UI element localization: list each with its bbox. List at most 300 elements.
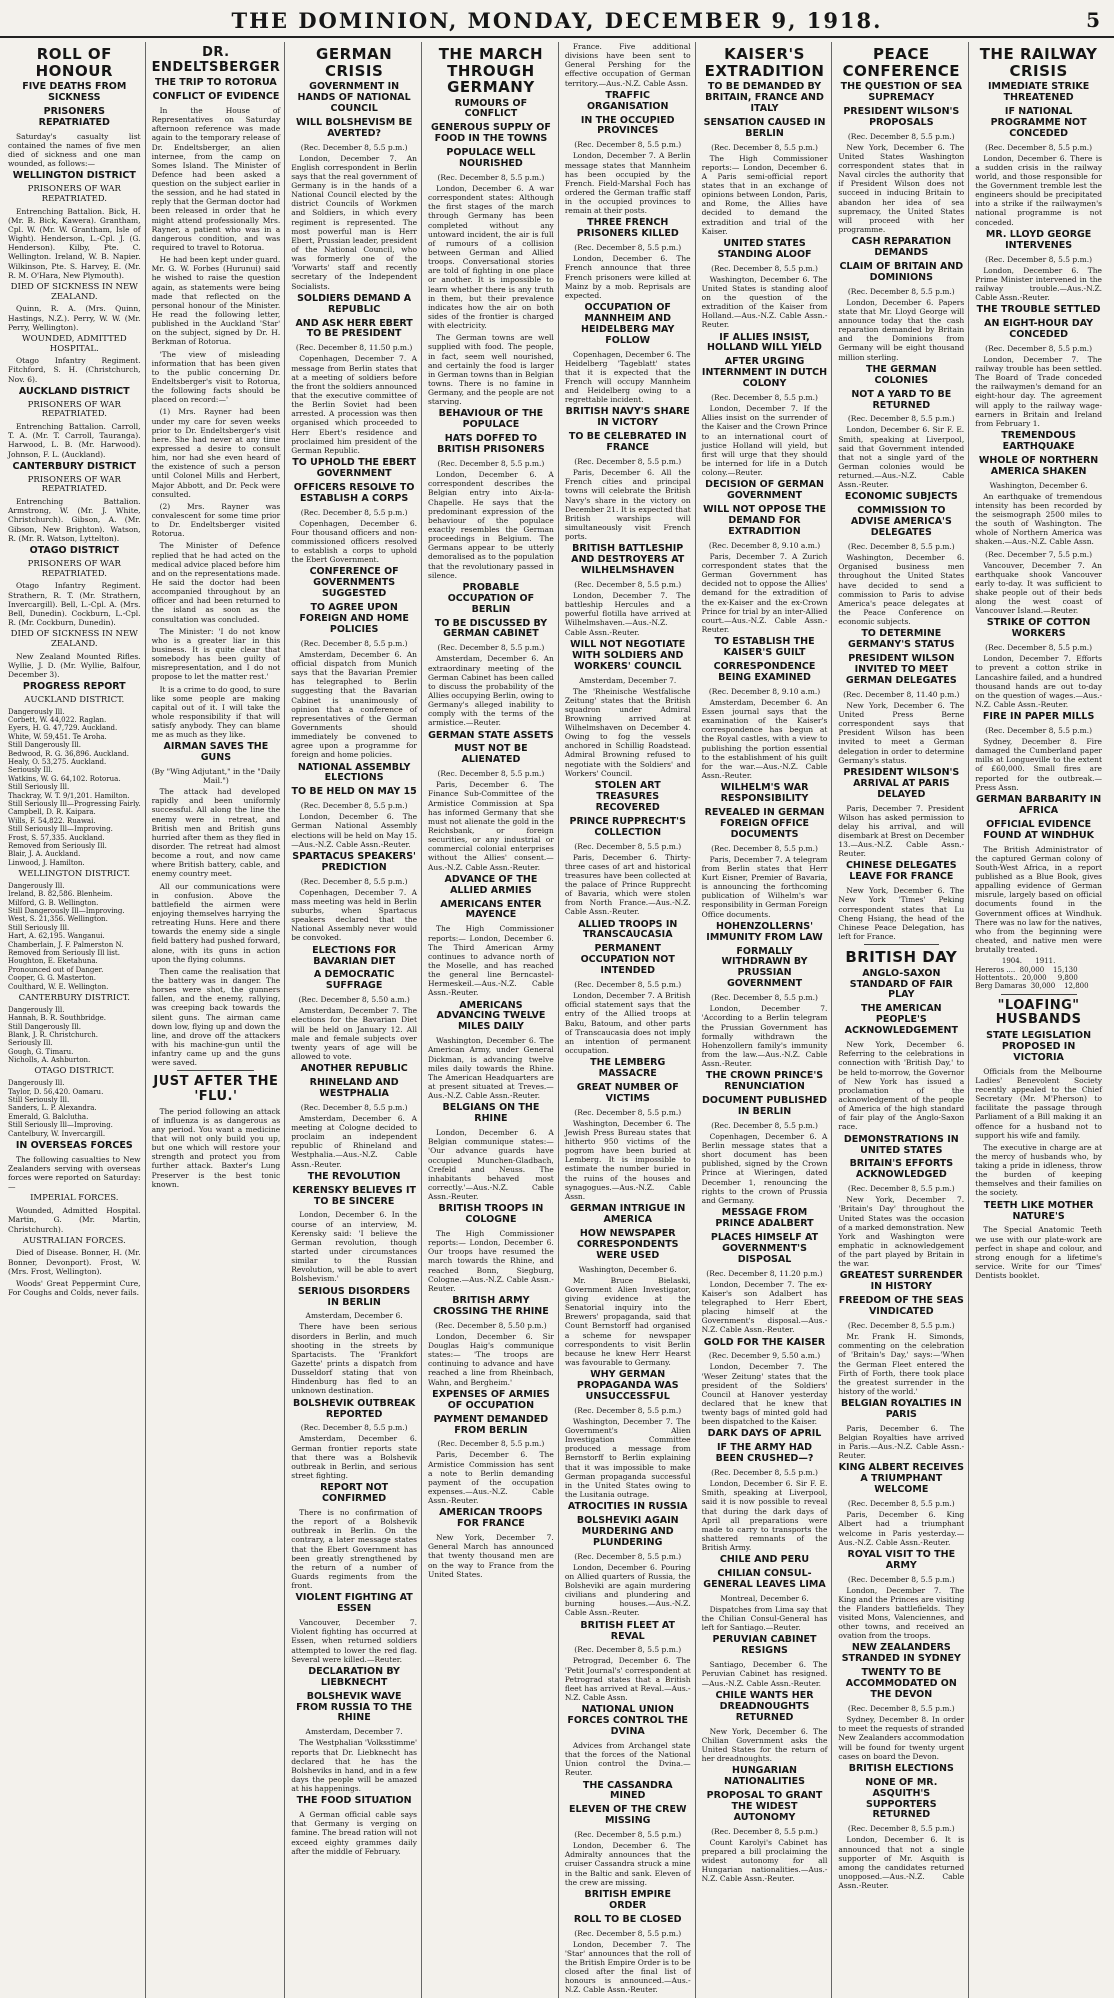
article-subheading: NEW ZEALANDERS STRANDED IN SYDNEY	[841, 1642, 961, 1665]
dateline: (Rec. December 8, 5.5 p.m.)	[437, 1439, 545, 1449]
article-subheading: SPARTACUS SPEAKERS' PREDICTION	[292, 850, 416, 873]
article-paragraph: London, December 6. A Belgian communique states:— 'Our advance guards have occupied Munchen-Gladbach, Crefeld and Neuss. The inhabitants behaved most correctly.'—Aus.-N.Z. Cable Assn.-Reuter.	[428, 1128, 554, 1202]
article-subheading: OFFICERS RESOLVE TO ESTABLISH A CORPS	[293, 481, 415, 504]
article-subheading: PRISONERS REPATRIATED	[38, 105, 110, 128]
article-paragraph: New York, December 6. The United States Washington correspondent states that in Naval circles the authority that if President Wilson does not succeed in inducing Britain to abandon her idea of sea supremacy, the United States will proceed with her programme.	[838, 142, 965, 234]
dateline: (Rec. December 8, 5.50 a.m.)	[298, 995, 410, 1005]
dateline: (Rec. December 8, 5.5 p.m.)	[985, 343, 1093, 353]
dateline: (Rec. December 8, 5.5 p.m.)	[847, 414, 955, 424]
article-paragraph: Died of Disease. Bonner, H. (Mr. Bonner, Devonport). Frost, W. (Mrs. Frost, Wellington).	[8, 1248, 141, 1276]
article-paragraph: Copenhagen, December 6. Four thousand officers and non-commissioned officers resolved to establish a corps to uphold the Ebert Government.	[291, 518, 418, 565]
dateline: (Rec. December 8, 9.10 a.m.)	[708, 686, 821, 696]
article-subheading: TO AGREE UPON FOREIGN AND HOME POLICIES	[299, 602, 409, 635]
article-subheading: DEMONSTRATIONS IN UNITED STATES	[843, 1133, 959, 1156]
article-subheading: THREE FRENCH PRISONERS KILLED	[576, 217, 679, 240]
article-subheading: PROGRESS REPORT	[22, 681, 126, 693]
article-subheading: KERENSKY BELIEVES IT TO BE SINCERE	[292, 1184, 417, 1207]
article-paragraph: London, December 7. A Berlin message states that Mannheim has been occupied by the French. Field-Marshal Foch has ordered the German traffic staff in the occupied provinces to remain at their posts.	[564, 151, 691, 216]
article-subheading: ALLIED TROOPS IN TRANSCAUCASIA	[578, 918, 678, 941]
article-subheading: VIOLENT FIGHTING AT ESSEN	[295, 1592, 413, 1615]
article-paragraph: London, December 7. The King and the Princes are visiting the Flanders battlefields. They visited Mons, Valenciennes, and other towns, and received an ovation from the troops.	[838, 1585, 965, 1641]
article-subheading: CONFLICT OF EVIDENCE	[152, 91, 280, 103]
article-subheading: DECLARATION BY LIEBKNECHT	[308, 1665, 400, 1688]
article-subheading: THE TRIP TO ROTORUA	[155, 77, 277, 89]
article-subhead: DIED OF SICKNESS IN NEW ZEALAND.	[10, 629, 138, 649]
article-paragraph: Copenhagen, December 7. A mass meeting was held in Berlin suburbs, when Spartacus speakers declared that the National Assembly never would be convoked.	[291, 887, 418, 943]
article-subheading: THE REVOLUTION	[307, 1170, 401, 1182]
listing-text: Dangerously Ill. Ireland, B. 82,586. Blenheim. Milford, G. B. Wellington. Still Dangerously Ill—Improving. West, S. 21,356. Wellington. Still Seriously Ill. Hart, A. 62,195. Wanganui. Chamberlain, J. F. Palmerston N. Removed from Seriously Ill list. Houghton, E. Eketahuna. Pronounced out of Danger. Cooper, G. G. Masterton. Coulthard, W. E. Wellington.	[8, 881, 125, 991]
dateline: (Rec. December 8, 5.5 p.m.)	[574, 1645, 682, 1655]
dateline: (Rec. December 8, 5.5 p.m.)	[711, 993, 818, 1003]
article-heading: KAISER'S EXTRADITION	[704, 45, 825, 80]
dateline: Amsterdam, December 6.	[305, 1311, 403, 1321]
article-paragraph: London, December 6. The German National Assembly elections will be held on May 15.—Aus.-N.Z. Cable Assn.-Reuter.	[291, 812, 418, 849]
article-heading: PEACE CONFERENCE	[842, 45, 961, 80]
article-paragraph: Santiago, December 6. The Peruvian Cabinet has resigned.—Aus.-N.Z. Cable Assn.-Reuter.	[701, 1660, 828, 1688]
article-heading: "LOAFING" HUSBANDS	[995, 997, 1082, 1028]
article-subheading: ROLL TO BE CLOSED	[573, 1913, 682, 1925]
dateline: (Rec. December 8, 5.5 p.m.)	[574, 841, 682, 851]
article-subheading: WILL BOLSHEVISM BE AVERTED?	[295, 116, 413, 139]
article-subhead: DIED OF SICKNESS IN NEW ZEALAND.	[10, 281, 138, 302]
article-subheading: THE TROUBLE SETTLED	[976, 304, 1101, 316]
dateline: Washington, December 6.	[578, 1264, 677, 1274]
article-subheading: CHILE AND PERU	[719, 1554, 810, 1566]
article-subheading: TO BE DEMANDED BY BRITAIN, FRANCE AND ITALY	[705, 81, 824, 114]
article-subheading: THE CROWN PRINCE'S RENUNCIATION	[705, 1070, 824, 1093]
article-subheading: BEHAVIOUR OF THE POPULACE	[438, 408, 544, 431]
article-subheading: PROBABLE OCCUPATION OF BERLIN	[447, 581, 535, 615]
article-subheading: CASH REPARATION DEMANDS	[851, 236, 952, 259]
article-subheading: DECISION OF GERMAN GOVERNMENT	[705, 479, 824, 502]
dateline: (Rec. December 8, 11.20 p.m.)	[706, 1268, 823, 1278]
dateline: (Rec. December 8, 5.5 p.m.)	[300, 638, 408, 648]
article-paragraph: London, December 7. The railway trouble has been settled. The Board of Trade conceded the railwaymen's demand for an eight-hour day. The agreement will apply to the railway wage-earners in Britain and Ireland from February 1.	[975, 354, 1102, 428]
article-subheading: TREMENDOUS EARTHQUAKE	[1001, 430, 1076, 452]
article-subheading: BRITAIN'S EFFORTS ACKNOWLEDGED	[849, 1158, 954, 1181]
article-subheading: PLACES HIMSELF AT GOVERNMENT'S DISPOSAL	[710, 1231, 819, 1265]
article-subheading: PRESIDENT WILSON'S ARRIVAL AT PARIS DELAYED	[843, 766, 960, 800]
article-subheading: TO DETERMINE GERMANY'S STATUS	[848, 628, 955, 651]
dateline: Montreal, December 6.	[720, 1594, 809, 1604]
dateline: (Rec. December 8, 5.5 p.m.)	[437, 173, 545, 183]
article-heading: GERMAN CRISIS	[316, 45, 393, 80]
article-heading: JUST AFTER THE 'FLU.'	[153, 1074, 279, 1104]
article-subheading: GOLD FOR THE KAISER	[703, 1336, 826, 1348]
dateline: (Rec. December 8, 5.5 p.m.)	[711, 1826, 818, 1836]
article-paragraph: London, December 7. The battleship Hercules and a powerful flotilla have arrived at Wilhelmshaven.—Aus.-N.Z. Cable Assn.-Reuter.	[564, 591, 691, 637]
article-subheading: ROYAL VISIT TO THE ARMY	[847, 1548, 956, 1571]
article-paragraph: Advices from Archangel state that the forces of the National Union control the Dvina.—Reuter.	[564, 1740, 691, 1778]
article-paragraph: (1) Mrs. Rayner had been under my care for seven weeks prior to Dr. Endeltsberger's visit here. She had never at any time expressed a desire to consult him, nor had she even heard of the existence of such a person until Colonel Mills and Herbert, Major Abbott, and Dr. Peck were consulted.	[151, 407, 281, 499]
article-subheading: ADVANCE OF THE ALLIED ARMIES	[444, 873, 538, 896]
article-paragraph: Washington, December 6. The Jewish Press Bureau states that hitherto 950 victims of the pogrom have been buried at Lemberg. It is impossible to estimate the number buried in the ruins of the houses and synagogues.—Aus.-N.Z. Cable Assn.	[564, 1118, 691, 1201]
article-paragraph: Amsterdam, December 6. An Essen journal says that the examination of the Kaiser's correspondence has begun at the Royal castles, with a view to publishing the portion essential to the establishment of his guilt for the war.—Aus.-N.Z. Cable Assn.-Reuter.	[701, 697, 828, 780]
article-subheading: TRAFFIC ORGANISATION	[586, 89, 669, 112]
news-column-1	[8, 42, 146, 1998]
dateline: (Rec. December 8, 5.50 p.m.)	[435, 1320, 547, 1330]
article-paragraph: London, December 6. The French announce that three French prisoners were killed at Mainz by a mob. Reprisals are expected.	[564, 254, 691, 300]
article-subheading: ELEVEN OF THE CREW MISSING	[568, 1804, 687, 1827]
article-subheading: BRITISH FLEET AT REVAL	[580, 1619, 676, 1642]
article-paragraph: The attack had developed rapidly and been uniformly successful. All along the line the enemy were in retreat, and British men and British guns hurried after them as they fled in disorder. The retreat had almost become a rout, and now came where British battery, cable, and enemy country meet.	[151, 787, 281, 879]
article-paragraph: Washington, December 6. The American Army, under General Dickman, is advancing twelve miles daily towards the Rhine. The American Headquarters are at present situated at Treves.—Aus.-N.Z. Cable Assn.-Reuter.	[428, 1036, 554, 1101]
article-heading: THE RAILWAY CRISIS	[979, 45, 1098, 80]
article-paragraph: Paris, December 7. President Wilson has asked permission to delay his arrival, and will disembark at Brest on December 13.—Aus.-N.Z. Cable Assn.-Reuter.	[838, 803, 965, 859]
article-subheading: IN THE OCCUPIED PROVINCES	[580, 114, 675, 137]
dateline: (Rec. December 8, 5.5 p.m.)	[985, 643, 1093, 653]
dateline: (Rec. December 8, 5.5 p.m.)	[847, 1321, 955, 1331]
article-subheading: AN EIGHT-HOUR DAY CONCEDED	[984, 318, 1094, 340]
article-subheading: KING ALBERT RECEIVES A TRIUMPHANT WELCOME	[838, 1462, 964, 1496]
article-subheading: MR. LLOYD GEORGE INTERVENES	[985, 228, 1092, 251]
article-subheading: HOW NEWSPAPER CORRESPONDENTS WERE USED	[576, 1227, 679, 1261]
article-subheading: BRITISH ARMY CROSSING THE RHINE	[433, 1295, 549, 1317]
dateline: (Rec. December 8, 5.5 p.m.)	[711, 843, 818, 853]
article-subheading: ELECTIONS FOR BAVARIAN DIET	[312, 944, 397, 967]
dateline: (Rec. December 8, 5.5 p.m.)	[300, 507, 408, 517]
article-subhead: AUCKLAND DISTRICT.	[24, 694, 125, 705]
article-paragraph: Amsterdam, December 6. An official dispatch from Munich says that the Bavarian Premier has telegraphed to Berlin suggesting that the Bavarian Cabinet is unanimously of opinion that a conference of representatives of the German Governments should immediately be convened to agree upon a programme for foreign and home policies.	[291, 649, 418, 760]
dateline: (Rec. December 8, 5.5 p.m.)	[847, 1574, 955, 1584]
article-heading: ROLL OF HONOUR	[35, 45, 113, 80]
article-subheading: POPULACE WELL NOURISHED	[446, 147, 536, 170]
news-column-2	[152, 42, 286, 1998]
article-paragraph: He had been kept under guard. Mr. G. W. Forbes (Hurunui) said he wished to raise the question again, as statements were being made that reflected on the personal honour of the Minister. He read the following letter, published in the Auckland 'Star' on the subject, signed by Dr. H. Berkman of Rotorua.	[151, 255, 281, 347]
article-paragraph: 'The view of misleading information that has been given to the public concerning Dr. Endeltsberger's visit to Rotorua, the following facts should be placed on record:—'	[151, 349, 281, 405]
article-paragraph: Entrenching Battalion. Carroll, T. A. (Mr. T. Carroll, Tauranga). Harwood, L. B. (Mr. Harwood). Johnson, F. L. (Auckland).	[8, 422, 141, 459]
article-subheading: WELLINGTON DISTRICT	[12, 170, 136, 182]
article-paragraph: Amsterdam, December 7. The elections for the Bavarian Diet will be held on January 12. All male and female subjects over twenty years of age will be allowed to vote.	[291, 1006, 418, 1061]
article-subheading: AMERICANS ENTER MAYENCE	[440, 898, 542, 921]
dateline: (Rec. December 8, 5.5 p.m.)	[437, 459, 545, 469]
article-subheading: OFFICIAL EVIDENCE FOUND AT WINDHUK	[983, 818, 1094, 841]
article-subheading: IMMEDIATE STRIKE THREATENED	[987, 81, 1090, 103]
article-subheading: CLAIM OF BRITAIN AND DOMINIONS	[839, 260, 964, 283]
article-paragraph: Washington, December 6. The United States is standing aloof on the question of the extradition of the Kaiser from Holland.—Aus.-N.Z. Cable Assn.-Reuter.	[701, 274, 828, 330]
article-subheading: STOLEN ART TREASURES RECOVERED	[594, 779, 661, 813]
news-column-5	[565, 42, 696, 1998]
article-paragraph: London, December 6. Sir Douglas Haig's communique states:— 'The troops are continuing to advance and have reached a line from Rheinbach, Wahn, and Bergheim.'	[428, 1331, 554, 1387]
dateline: (Rec. December 8, 11.50 p.m.)	[295, 343, 413, 353]
article-paragraph: London, December 7. The 'Weser Zeitung' states that the president of the Soldiers' Council at Hanover yesterday declared that he knew that twenty bags of minted gold had been dispatched to the Kaiser.	[701, 1362, 828, 1427]
article-paragraph: The following casualties to New Zealanders serving with overseas forces were reported on Saturday:—	[8, 1154, 141, 1192]
article-paragraph: Copenhagen, December 6. A Berlin message states that a short document has been published, signed by the Crown Prince at Wieringen, dated December 1, renouncing the rights to the crown of Prussia and Germany.	[701, 1131, 828, 1205]
article-subheading: GERMAN STATE ASSETS	[428, 729, 554, 741]
article-paragraph: There is no confirmation of the report of a Bolshevik outbreak in Berlin. On the contrary, a later message states that the Ebert Government has been greatly strengthened by the return of a number of Guards regiments from the front.	[291, 1507, 418, 1591]
article-paragraph: The executive in charge are at the mercy of husbands who, by taking a pride in idleness, throw the burden of keeping themselves and their families on the society.	[975, 1142, 1102, 1198]
article-paragraph: Wounded, Admitted Hospital. Martin, G. (Mr. Martin, Christchurch).	[8, 1206, 141, 1234]
dateline: (Rec. December 8, 5.5 p.m.)	[711, 263, 818, 273]
article-subheading: FREEDOM OF THE SEAS VINDICATED	[838, 1295, 964, 1318]
article-paragraph: London, December 7. 'According to a Berlin telegram the Prussian Government has formally withdrawn the Hohenzollern family's immunity from the law.—Aus.-N.Z. Cable Assn.-Reuter.	[701, 1004, 828, 1069]
article-subheading: STATE LEGISLATION PROPOSED IN VICTORIA	[986, 1029, 1092, 1063]
article-paragraph: Entrenching Battalion. Bick, H. (Mr. B. Bick, Kawera). Grantham, Cpl. W. (Mr. W. Grantham, Isle of Wight). Henderson, L.-Cpl. J. (G. Henderson). Kilby, Pte. C. Wellington. Ireland, W. B. Napier. Wilkinson, Pte. S. Harvey, E. (Mr. R. M. O'Hara, New Plymouth).	[8, 206, 141, 280]
article-subheading: HATS DOFFED TO BRITISH PRISONERS	[437, 433, 545, 456]
news-column-3	[291, 42, 422, 1998]
article-subheading: CHILE WANTS HER DREADNOUGHTS RETURNED	[715, 1689, 814, 1723]
article-paragraph: London, December 6. In the course of an interview, M. Kerensky said: 'I believe the German revolution, though started under circumstances similar to the Russian Revolution, will be able to avert Bolshevism.'	[291, 1210, 418, 1284]
article-subhead: OTAGO DISTRICT.	[34, 1066, 115, 1077]
dateline: (Rec. December 7, 5.5 p.m.)	[985, 549, 1093, 559]
article-paragraph: A German official cable says that Germany is verging on famine. The bread ration will not exceed eighty grammes daily after the middle of February.	[291, 1810, 418, 1856]
article-subheading: SOLDIERS DEMAND A REPUBLIC	[297, 292, 412, 315]
dateline: (Rec. December 8, 5.5 p.m.)	[300, 1102, 408, 1112]
article-paragraph: (2) Mrs. Rayner was convalescent for some time prior to Dr. Endeltsberger visited Rotorua.	[151, 501, 281, 539]
article-subheading: THE CASSANDRA MINED	[582, 1779, 673, 1802]
article-paragraph: Copenhagen, December 7. A message from Berlin states that at a meeting of soldiers before the front the soldiers announced that the executive committee of the Berlin Soviet had been arrested. A procession was then organised which proceeded to Herr Ebert's residence and proclaimed him president of the German Republic.	[291, 354, 418, 455]
article-subhead: PRISONERS OF WAR REPATRIATED.	[27, 399, 121, 420]
article-subheading: PERUVIAN CABINET RESIGNS	[712, 1634, 817, 1657]
article-subheading: GERMAN INTRIGUE IN AMERICA	[570, 1203, 686, 1225]
dateline: (Rec. December 8, 5.5 p.m.)	[985, 254, 1093, 264]
dateline: (Rec. December 8, 5.5 p.m.)	[437, 769, 545, 779]
article-paragraph: The Westphalian 'Volksstimme' reports that Dr. Liebknecht has declared that he has the Bolsheviks in hand, and in a few days the people will be amazed at his happenings.	[291, 1738, 418, 1794]
article-paragraph: Paris, December 7. A telegram from Berlin states that Herr Kurt Eisner, Premier of Bavaria, is announcing the forthcoming publication of Wilhelm's war responsibility in German Foreign Office documents.	[701, 854, 828, 919]
article-subhead: PRISONERS OF WAR REPATRIATED.	[27, 558, 121, 579]
article-paragraph: Woods' Great Peppermint Cure, For Coughs and Colds, never fails.	[8, 1278, 141, 1297]
article-subheading: FIVE DEATHS FROM SICKNESS	[22, 81, 127, 103]
article-subheading: A DEMOCRATIC SUFFRAGE	[313, 969, 395, 992]
news-column-6	[702, 42, 833, 1998]
article-subheading: GOVERNMENT IN HANDS OF NATIONAL COUNCIL	[297, 81, 411, 114]
dateline: (Rec. December 8, 5.5 p.m.)	[711, 1120, 818, 1130]
listing-text: 1904. 1911. Hereros .... 80,000 15,130 Hottentots.. 20,000 9,800 Berg Damaras 30,000 12,800	[975, 957, 1089, 991]
dateline: (Rec. December 8, 5.5 p.m.)	[300, 1423, 408, 1433]
article-paragraph: London, December 7. An English correspondent in Berlin says that the real government of Germany is in the hands of a National Council elected by the district Councils of Workmen and Soldiers, in which every regiment is represented. The most powerful man is Herr Ebert, Prussian leader, president of the National Council, who was formerly one of the 'Vorwarts' staff and recently secretary of the Independent Socialists.	[291, 153, 418, 291]
article-paragraph: Paris, December 6. The Finance Sub-Committee of the Armistice Commission at Spa has informed Germany that she must not alienate the gold in the Reichsbank, or foreign securities, or any industrial or commercial colonial enterprises without the Allies' consent.—Aus.-N.Z. Cable Assn.-Reuter.	[428, 780, 554, 872]
dateline: (Rec. December 8, 5.5 p.m.)	[300, 142, 408, 152]
article-subheading: NOT A YARD TO BE RETURNED	[851, 388, 952, 411]
article-paragraph: London, December 6. The Admiralty announces that the cruiser Cassandra struck a mine in the Baltic and sank. Eleven of the crew are missing.	[564, 1841, 691, 1887]
article-subheading: WHOLE OF NORTHERN AMERICA SHAKEN	[978, 454, 1099, 477]
article-subheading: BOLSHEVIK WAVE FROM RUSSIA TO THE RHINE	[296, 1690, 413, 1724]
article-subheading: ATROCITIES IN RUSSIA	[567, 1501, 688, 1513]
article-subheading: GREAT NUMBER OF VICTIMS	[576, 1081, 679, 1104]
article-paragraph: New York, December 7. 'Britain's Day' throughout the United States was the occasion of a marked demonstration. New York and Washington were emphatic in acknowledgement of the part played by Britain in the war.	[838, 1195, 965, 1269]
article-paragraph: New Zealand Mounted Rifles. Wyllie, J. D. (Mr. Wyllie, Balfour, December 3).	[8, 651, 141, 679]
masthead-title: THE DOMINION, MONDAY, DECEMBER 9, 1918.	[231, 8, 883, 33]
dateline: (Rec. December 8, 5.5 p.m.)	[574, 980, 682, 990]
article-subheading: ANGLO-SAXON STANDARD OF FAIR PLAY	[849, 967, 953, 1001]
dateline: (Rec. December 8, 5.5 p.m.)	[574, 457, 682, 467]
divider	[177, 1070, 254, 1071]
article-subheading: PRINCE RUPPRECHT'S COLLECTION	[569, 815, 686, 838]
article-paragraph: London, December 7. If the Allies insist on the surrender of the Kaiser and the Crown Prince to an international court of justice Holland will yield, but first will urge that they should be interned for life in a Dutch colony.—Reuter.	[701, 404, 828, 478]
article-subhead: IMPERIAL FORCES.	[30, 1193, 119, 1204]
article-subheading: REPORT NOT CONFIRMED	[320, 1482, 389, 1505]
divider	[1001, 994, 1077, 995]
article-subheading: WILL NOT NEGOTIATE WITH SOLDIERS AND WORKERS' COUNCIL	[570, 638, 686, 672]
dateline: Amsterdam, December 7.	[305, 1727, 403, 1737]
article-subhead: WOUNDED, ADMITTED HOSPITAL.	[21, 333, 127, 354]
listing-text: Dangerously Ill. Hannah, B. R. Southbridge. Still Dangerously Ill. Blank, J. R. Christchurch. Seriously Ill. Gough, G. Timaru. Nicholls, A. Ashburton.	[8, 1005, 106, 1065]
article-subheading: BRITISH TROOPS IN COLOGNE	[438, 1203, 544, 1226]
article-paragraph: Then came the realisation that the battery was in danger. The horses were shot, the gunners fallen, and the enemy, rallying, was creeping back towards the silent guns. The airman came down low, flying up and down the line, and drove off the attackers with his machine-gun until the infantry came up and the guns were saved.	[151, 966, 281, 1068]
dateline: (Rec. December 9, 5.50 a.m.)	[708, 1351, 821, 1361]
article-subheading: TEETH LIKE MOTHER NATURE'S	[983, 1199, 1094, 1222]
article-paragraph: Count Karolyi's Cabinet has prepared a bill proclaiming the widest autonomy for all Hungarian nationalities.—Aus.-N.Z. Cable Assn.-Reuter.	[701, 1837, 828, 1884]
dateline: (Rec. December 8, 5.5 p.m.)	[574, 1928, 682, 1938]
article-subheading: TWENTY TO BE ACCOMMODATED ON THE DEVON	[845, 1667, 957, 1701]
article-subheading: MESSAGE FROM PRINCE ADALBERT	[715, 1207, 814, 1229]
article-paragraph: The Special Anatomic Teeth we use with our plate-work are perfect in shape and colour, and strong enough for a lifetime's service. Write for our 'Times' Dentists booklet.	[975, 1225, 1102, 1281]
article-paragraph: Quinn, R. A. (Mrs. Quinn, Hastings, N.Z.). Perry, W. W. (Mr. Perry, Wellington).	[8, 304, 141, 332]
article-paragraph: Paris, December 6. The Armistice Commission has sent a note to Berlin demanding payment of the occupation expenses.—Aus.-N.Z. Cable Assn.-Reuter.	[428, 1450, 554, 1506]
article-paragraph: London, December 7. The 'Star' announces that the roll of the British Empire Order is to be closed after the final list of honours is announced.—Aus.-N.Z. Cable Assn.-Reuter.	[564, 1939, 691, 1995]
article-subheading: BRITISH BATTLESHIP AND DESTROYERS AT WILHELMSHAVEN	[571, 543, 685, 577]
article-subheading: GENEROUS SUPPLY OF FOOD IN THE TOWNS	[431, 122, 551, 145]
article-paragraph: The British Administrator of the captured German colony of South-West Africa, in a report published as a Blue Book, gives appalling evidence of German misrule, largely based on official documents found in the Government offices at Windhuk. There was no law for the natives, who from the beginning were cheated, and native men were brutally treated.	[975, 844, 1102, 955]
article-subheading: REVEALED IN GERMAN FOREIGN OFFICE DOCUMENTS	[704, 806, 825, 840]
article-paragraph: The High Commissioner reports:— London, December 6. Our troops have resumed the march towards the Rhine, and reached Bonn, Siegburg, Cologne.—Aus.-N.Z. Cable Assn.-Reuter.	[428, 1229, 554, 1293]
article-subheading: PROPOSAL TO GRANT THE WIDEST AUTONOMY	[706, 1789, 823, 1823]
article-paragraph: London, December 6. Pouring on Allied quarters of Russia, the Bolsheviki are again murdering civilians and plundering and burning houses.—Aus.-N.Z. Cable Assn.-Reuter.	[564, 1562, 691, 1618]
article-subheading: THE AMERICAN PEOPLE'S ACKNOWLEDGEMENT	[844, 1003, 958, 1037]
article-paragraph: New York, December 6. The New York 'Times' Peking correspondent states that Lu Cheng Hsiang, the head of the Chinese Peace Delegation, has left for France.	[838, 886, 965, 941]
article-subheading: BRITISH ELECTIONS	[848, 1762, 954, 1774]
page-number: 5	[1086, 8, 1100, 32]
article-subheading: NATIONAL ASSEMBLY ELECTIONS	[297, 761, 411, 784]
divider	[864, 944, 939, 945]
article-paragraph: An earthquake of tremendous intensity has been recorded by the seismograph 2500 miles to the south of Washington. The whole of Northern America was shaken.—Aus.-N.Z. Cable Assn.	[975, 491, 1102, 547]
article-paragraph: Copenhagen, December 6. The Heidelberg 'Tageblatt' states that it is expected that the French will occupy Mannheim and Heidelberg owing to a regrettable incident.	[564, 349, 691, 405]
news-column-7	[838, 42, 969, 1998]
article-paragraph: In the House of Representatives on Saturday afternoon reference was made again to the temporary release of Dr. Endeltsberger, an alien internee, from the camp on Somes Island. The Minister of Defence had been asked a question on the subject earlier in the session, and he had stated in reply that the German doctor had been released in order that he might attend professionally Mrs. Rayner, a patient who was in a dangerous condition, and was required to travel to Rotorua.	[151, 105, 281, 253]
dateline: (Rec. December 8, 9.10 a.m.)	[708, 540, 821, 550]
article-subheading: ANOTHER REPUBLIC	[300, 1063, 408, 1075]
dateline: (Rec. December 8, 5.5 p.m.)	[847, 1184, 955, 1194]
article-paragraph: The 'Rheinische Westfalische Zeitung' states that the British squadron under Admiral Browning arrived at Wilhelmshaven on December 4. Owing to fog the vessels anchored in Schillig Roadstead. Admiral Browning refused to negotiate with the Soldiers' and Workers' Council.	[564, 686, 691, 778]
article-subheading: COMMISSION TO ADVISE AMERICA'S DELEGATES	[850, 505, 952, 539]
article-subheading: HUNGARIAN NATIONALITIES	[724, 1765, 805, 1787]
article-subhead: WELLINGTON DISTRICT.	[18, 869, 131, 880]
article-subheading: DOCUMENT PUBLISHED IN BERLIN	[702, 1095, 828, 1117]
dateline: (Rec. December 8, 5.5 p.m.)	[711, 142, 818, 152]
dateline: (Rec. December 8, 5.5 p.m.)	[847, 542, 955, 552]
article-paragraph: The Minister of Defence replied that he had acted on the medical advice placed before him and on the representations made. He said the doctor had been accompanied throughout by an officer and had been returned to the island as soon as the consultation was concluded.	[151, 541, 281, 624]
article-paragraph: The German towns are well supplied with food. The people, in fact, seem well nourished, and certainly the food is larger in German towns than in Belgian towns. There is no famine in Germany, and the people are not starving.	[428, 333, 554, 407]
article-subheading: MUST NOT BE ALIENATED	[454, 743, 528, 766]
article-subheading: BELGIAN ROYALTIES IN PARIS	[840, 1398, 962, 1420]
dateline: (Rec. December 8, 5.5 p.m.)	[300, 876, 408, 886]
article-paragraph: Officials from the Melbourne Ladies' Benevolent Society recently appealed to the Chief Secretary (Mr. M'Pherson) to facilitate the passage through Parliament of a Bill making it an offence for a husband not to support his wife and family.	[975, 1066, 1102, 1140]
article-paragraph: Washington, December 6. Organised business men throughout the United States have decided to send a commission to Paris to advise America's peace delegates at the Peace Conference on economic subjects.	[838, 553, 965, 627]
article-subheading: FIRE IN PAPER MILLS	[982, 711, 1095, 723]
article-subheading: IF THE ARMY HAD BEEN CRUSHED—?	[715, 1442, 814, 1465]
news-column-8	[975, 42, 1106, 1998]
article-paragraph: Sydney, December 8. Fire damaged the Cumberland paper mills at Longueville to the extent of £60,000. Small fires are reported for the outbreak.—Press Assn.	[975, 737, 1102, 792]
article-paragraph: The High Commissioner reports:— London, December 6. A Paris semi-official report states that in an exchange of opinions between London, Paris, and Rome, the Allies have decided to demand the extradition and trial of the Kaiser.	[701, 153, 828, 236]
article-subheading: THE QUESTION OF SEA SUPREMACY	[840, 81, 962, 103]
article-subhead: AUSTRALIAN FORCES.	[22, 1235, 126, 1246]
article-subheading: RUMOURS OF CONFLICT	[454, 97, 528, 120]
article-subheading: SERIOUS DISORDERS IN BERLIN	[297, 1285, 411, 1308]
article-paragraph: Vancouver, December 7. An earthquake shook Vancouver early to-day. It was sufficient to shake people out of their beds along the west coast of Vancouver Island.—Reuter.	[975, 560, 1102, 616]
article-subheading: BOLSHEVIKI AGAIN MURDERING AND PLUNDERING	[576, 1515, 679, 1548]
article-subheading: HOHENZOLLERNS' IMMUNITY FROM LAW	[706, 920, 823, 943]
news-column-4	[428, 42, 559, 1998]
masthead	[0, 0, 1114, 38]
article-subheading: IF ALLIES INSIST, HOLLAND WILL YIELD	[707, 331, 822, 354]
article-paragraph: Paris, December 6. The Belgian Royalties have arrived in Paris.—Aus.-N.Z. Cable Assn.-Reuter.	[838, 1423, 965, 1461]
dateline: (Rec. December 8, 5.5 p.m.)	[711, 393, 818, 403]
article-paragraph: London, December 7. A British official statement says that the entry of the Allied troops at Baku, Batoum, and other parts of Transcaucasia does not imply an intention of permanent occupation.	[564, 991, 691, 1055]
dateline: (Rec. December 8, 5.5 p.m.)	[847, 131, 955, 141]
article-subheading: OTAGO DISTRICT	[29, 544, 119, 556]
article-subheading: AFTER URGING INTERNMENT IN DUTCH COLONY	[701, 356, 828, 390]
article-subheading: TO UPHOLD THE EBERT GOVERNMENT	[292, 456, 416, 479]
article-paragraph: The High Commissioner reports:— London, December 6. The Third American Army continues to advance north of the Moselle, and has reached the general line Berncastel-Hermeskeil.—Aus.-N.Z. Cable Assn.-Reuter.	[428, 924, 554, 998]
article-paragraph: New York, December 6. Referring to the celebrations in connection with 'British Day,' to be held to-morrow, the Governor of New York has issued a proclamation of the acknowledgement of the people of America of the high standard of fair play of the Anglo-Saxon race.	[838, 1040, 965, 1132]
article-subheading: TO BE HELD ON MAY 15	[291, 786, 417, 798]
dateline: (Rec. December 8, 11.40 p.m.)	[843, 689, 960, 699]
article-paragraph: London, December 7. The ex-Kaiser's son Adalbert has telegraphed to Herr Ebert, placing himself at the Government's disposal.—Aus.-N.Z. Cable Assn.-Reuter.	[701, 1279, 828, 1335]
article-subheading: TO BE DISCUSSED BY GERMAN CABINET	[434, 617, 548, 640]
article-subheading: STRIKE OF COTTON WORKERS	[986, 617, 1091, 640]
article-subheading: PRESIDENT WILSON'S PROPOSALS	[843, 105, 960, 128]
article-paragraph: London, December 6. The Prime Minister intervened in the railway trouble.—Aus.-N.Z. Cable Assn.-Reuter.	[975, 265, 1102, 302]
article-paragraph: New York, December 6. The Chilian Government asks the United States for the return of her dreadnoughts.	[701, 1726, 828, 1763]
article-subheading: FORMALLY WITHDRAWN BY PRUSSIAN GOVERNMENT	[721, 945, 808, 990]
article-subheading: CORRESPONDENCE BEING EXAMINED	[713, 661, 816, 683]
article-subheading: ECONOMIC SUBJECTS	[844, 491, 958, 503]
dateline: (Rec. December 8, 5.5 p.m.)	[847, 1824, 955, 1834]
article-paragraph: London, December 6. There is a sudden crisis in the railway world, and those responsible for the Government tremble lest the engineers should be precipitated into a strike if the railwaymen's national programme is not conceded.	[975, 153, 1102, 227]
dateline: (Rec. December 8, 5.5 p.m.)	[574, 1830, 682, 1840]
article-subheading: EXPENSES OF ARMIES OF OCCUPATION	[432, 1388, 550, 1411]
article-subheading: AMERICAN TROOPS FOR FRANCE	[439, 1507, 543, 1530]
article-heading: THE MARCH THROUGH GERMANY	[438, 45, 544, 96]
dateline: (Rec. December 8, 5.5 p.m.)	[985, 142, 1093, 152]
article-subheading: CHILIAN CONSUL-GENERAL LEAVES LIMA	[703, 1568, 826, 1591]
article-subheading: AMERICANS ADVANCING TWELVE MILES DAILY	[436, 999, 546, 1033]
article-paragraph: Sydney, December 8. In order to meet the requests of stranded New Zealanders accommodation will be found for twenty urgent cases on board the Devon.	[838, 1715, 965, 1761]
dateline: (Rec. December 8, 5.5 p.m.)	[847, 1704, 955, 1714]
article-paragraph: London, December 6. A war correspondent states: Although the first stages of the march through Germany has been completed without any untoward incident, the air is full of rumours of a collision between German and Allied troops. Conversational stories are told of fighting in one place or another. It is impossible to learn whether there is any truth in them, but their prevalence indicates how the air on both sides of the frontier is charged with electricity.	[428, 184, 554, 331]
article-subheading: TO BE CELEBRATED IN FRANCE	[568, 431, 687, 454]
dateline: (Rec. December 8, 5.5 p.m.)	[711, 1468, 818, 1478]
article-subheading: NATIONAL UNION FORCES CONTROL THE DVINA	[567, 1704, 689, 1738]
article-subheading: PERMANENT OCCUPATION NOT INTENDED	[580, 943, 675, 977]
article-paragraph: Otago Infantry Regiment. Fitchford, S. H. (Christchurch, Nov. 6).	[8, 356, 141, 384]
listing-text: Dangerously Ill. Taylor, D. 56,420. Oamaru. Still Seriously Ill. Sanders, L. P. Alexandra. Emerald, G. Balclutha. Still Seriously Ill—Improving. Cantelbury, W. Invercargill.	[8, 1079, 113, 1138]
article-paragraph: London, December 6. A correspondent describes the Belgian entry into Aix-la-Chapelle. He says that the predominant expression of the behaviour of the populace exactly resembles the German proceedings in Belgium. The Germans appear to be utterly demoralised as to the population that the revolutionary passed in silence.	[428, 470, 554, 580]
article-subheading: WILL NOT OPPOSE THE DEMAND FOR EXTRADITION	[703, 504, 826, 537]
dateline: (Rec. December 8, 5.5 p.m.)	[574, 580, 682, 590]
article-subheading: BOLSHEVIK OUTBREAK REPORTED	[292, 1397, 416, 1420]
dateline: Washington, December 6.	[989, 480, 1088, 490]
article-paragraph: London, December 6. Sir F. E. Smith, speaking at Liverpool, said it is now possible to reveal that during the dark days of April all preparations were made to carry to transports the shattered remnants of the British Army.	[701, 1479, 828, 1553]
article-paragraph: Otago Infantry Regiment. Strathern, R. T. (Mr. Strathern, Invercargill). Bell, L.-Cpl. A. (Mrs. Bell, Dunedin). Cockburn, L.-Cpl. R. (Mr. Cockburn, Dunedin).	[8, 581, 141, 627]
dateline: (Rec. December 8, 5.5 p.m.)	[985, 726, 1093, 736]
article-paragraph: New York, December 7. General March has announced that twenty thousand men are on the way to France from the United States.	[428, 1533, 554, 1579]
article-subheading: CANTERBURY DISTRICT	[12, 460, 137, 472]
dateline: Amsterdam, December 7.	[579, 675, 677, 685]
article-subheading: PAYMENT DEMANDED FROM BERLIN	[433, 1413, 549, 1436]
article-paragraph: Vancouver, December 7. Violent fighting has occurred at Essen, when returned soldiers attempted to lower the red flag. Several were killed.—Reuter.	[291, 1618, 418, 1664]
article-subheading: WILHELM'S WAR RESPONSIBILITY	[720, 782, 809, 805]
article-paragraph: Paris, December 7. A Zurich correspondent states that the German Government has decided not to oppose the Allies' demand for the extradition of the ex-Kaiser and the ex-Crown Prince for trial by an inter-Allied court.—Aus.-N.Z. Cable Assn.-Reuter.	[701, 551, 828, 635]
article-subheading: OCCUPATION OF MANNHEIM AND HEIDELBERG MAY FOLLOW	[581, 301, 675, 346]
article-subheading: THE FOOD SITUATION	[296, 1795, 412, 1807]
article-paragraph: All our communications were in confusion. Above the battlefield the airmen were enjoying themselves harrying the retreating Huns. Here and there towards the enemy side a single field battery had pushed forward, alone, with its guns in action upon the flying columns.	[151, 881, 281, 964]
article-paragraph: Mr. Bruce Bielaski, Government Alien Investigator, giving evidence at the Senatorial inquiry into the Brewers' propaganda, said that Count Bernstorff had organised a scheme for newspaper correspondents to visit Berlin because he knew Herr Hearst was favourable to Germany.	[564, 1275, 691, 1367]
dateline: (Rec. December 8, 5.5 p.m.)	[847, 286, 955, 296]
article-subhead: PRISONERS OF WAR REPATRIATED.	[27, 184, 121, 204]
article-paragraph: London, December 6. Papers state that Mr. Lloyd George will announce today that the cash reparation demanded by Britain and the Dominions from Germany will be eight thousand million sterling.	[838, 297, 965, 362]
article-paragraph: Petrograd, December 6. The 'Petit Journal's' correspondent at Petrograd states that a British fleet has arrived at Reval.—Aus.-N.Z. Cable Assn.	[564, 1656, 691, 1703]
